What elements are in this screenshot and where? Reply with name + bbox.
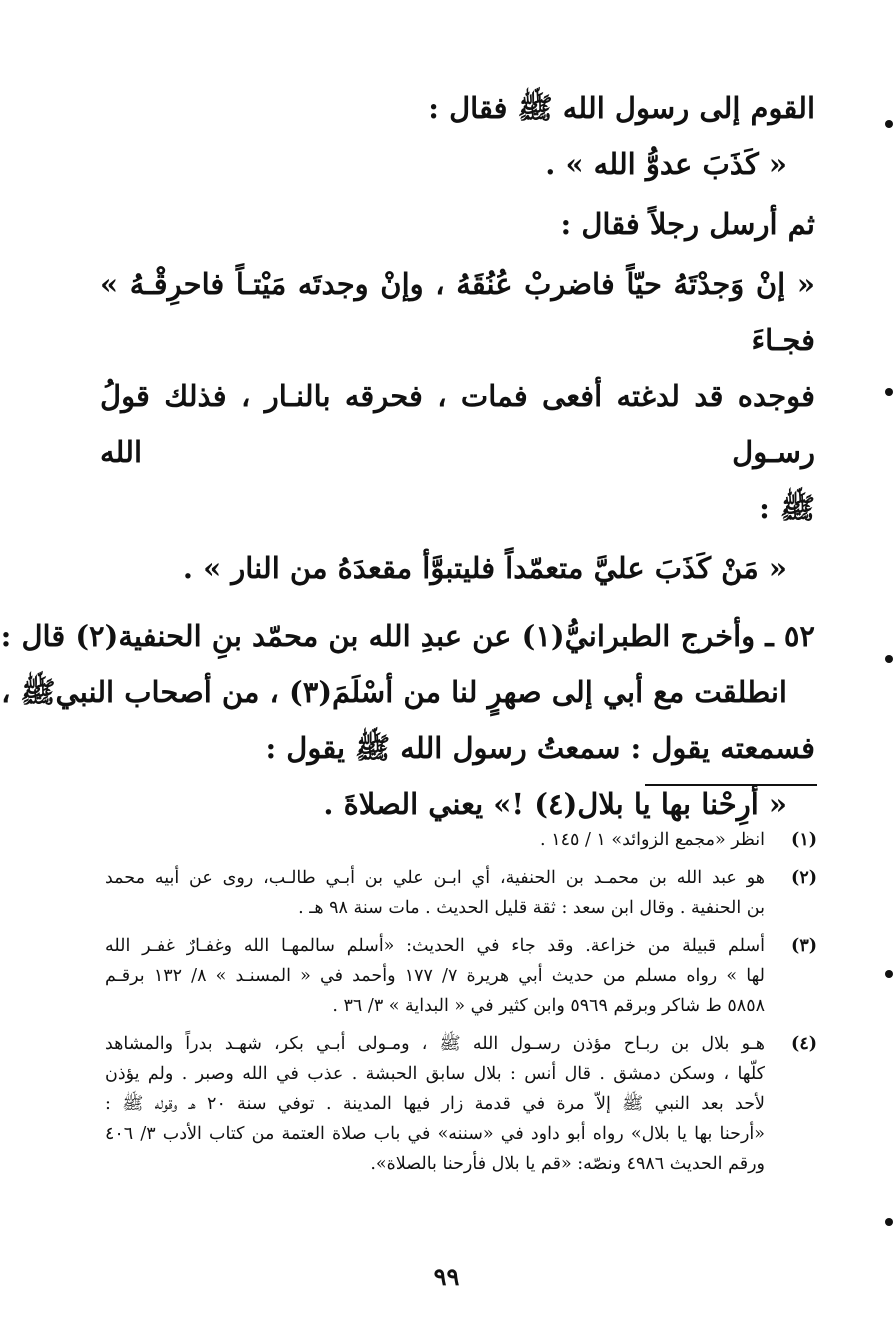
footnote-text: كلّها ، وسكن دمشق . قال أنس : بلال سابق الحبشة . عذب في الله وصبر . ولم يؤذن	[105, 1064, 765, 1084]
footnote-text: لأحد بعد النبي ﷺ إلاّ مرة في قدمة زار فيها المدينة . توفي سنة ٢٠ هـ وقوله ﷺ :	[105, 1094, 766, 1114]
footnote-number: (٤)	[791, 1034, 817, 1054]
scan-edge-mark	[885, 1218, 893, 1226]
text-line: « أرِحْنا بها يا بلال(٤) !» يعني الصلاةَ .	[323, 787, 787, 821]
text-line: ﷺ :	[759, 491, 815, 525]
footnote-text: هو عبد الله بن محمـد بن الحنفية، أي ابـن علي بن أبـي طالـب، روى عن أبيه محمد	[105, 868, 765, 888]
footnote-text: أسلم قبيلة من خزاعة. وقد جاء في الحديث: «أسلم سالمهـا الله وغفـارٌ غفـر الله	[105, 936, 765, 956]
footnote-number: (٣)	[791, 936, 817, 956]
footnote-text: ٥٨٥٨ ط شاكر وبرقم ٥٩٦٩ وابن كثير في « البداية » ٣/ ٣٦ .	[332, 996, 765, 1016]
footnote	[105, 825, 817, 855]
scan-edge-mark	[885, 655, 893, 663]
footnote-text: هـو بلال بن ربـاح مؤذن رسـول الله ﷺ ، ومـولى أبـي بكر، شهـد بدراً والمشاهد	[105, 1034, 765, 1054]
footnote-text: ورقم الحديث ٤٩٨٦ ونصّه: «قم يا بلال فأرحنا بالصلاة».	[370, 1154, 765, 1174]
footnote-text: لها » رواه مسلم من حديث أبي هريرة ٧/ ١٧٧ وأحمد في « المسنـد » ٨/ ١٣٢ برقـم	[105, 966, 765, 986]
footnote-number: (٢)	[791, 868, 817, 888]
footnote	[105, 931, 817, 1021]
text-line: فوجده قد لدغته أفعى فمات ، فحرقه بالنـار ، فذلك قولُ رسـول الله	[100, 379, 815, 469]
text-line: فسمعته يقول : سمعتُ رسول الله ﷺ يقول :	[265, 731, 815, 765]
text-line: ٥٢ ـ وأخرج الطبرانيُّ(١) عن عبدِ الله بن محمّد بنِ الحنفية(٢) قال :	[0, 619, 815, 653]
text-line: ثم أرسل رجلاً فقال :	[560, 207, 815, 241]
footnote-text: «أرحنا بها يا بلال» رواه أبو داود في «سننه» في باب صلاة العتمة من كتاب الأدب ٣/ ٤٠٦	[105, 1124, 765, 1144]
page-number: ٩٩	[433, 1262, 460, 1291]
text-line: انطلقت مع أبي إلى صهرٍ لنا من أسْلَمَ(٣) ، من أصحاب النبيﷺ ،	[1, 675, 787, 709]
text-line: القوم إلى رسول الله ﷺ فقال :	[428, 91, 815, 125]
main-text	[0, 80, 815, 832]
footnote-text: بن الحنفية . وقال ابن سعد : ثقة قليل الحديث . مات سنة ٩٨ هـ .	[298, 898, 765, 918]
footnote-text: انظر «مجمع الزوائد» ١ / ١٤٥ .	[540, 830, 765, 850]
text-line: « مَنْ كَذَبَ عليَّ متعمّداً فليتبوَّأ مقعدَهُ من النار » .	[182, 551, 787, 585]
footnote-divider	[645, 784, 817, 786]
footnote	[105, 1029, 817, 1179]
text-line: « إنْ وَجدْتَهُ حيّاً فاضربْ عُنُقَهُ ، وإنْ وجدتَه مَيْتـاً فاحرِقْـهُ » فجـاءَ	[100, 267, 815, 357]
scan-edge-mark	[885, 970, 893, 978]
footnotes	[105, 825, 817, 1187]
footnote	[105, 863, 817, 923]
scan-edge-mark	[885, 120, 893, 128]
scan-edge-mark	[885, 388, 893, 396]
footnote-number: (١)	[791, 830, 817, 850]
text-line: « كَذَبَ عدوُّ الله » .	[545, 147, 787, 181]
